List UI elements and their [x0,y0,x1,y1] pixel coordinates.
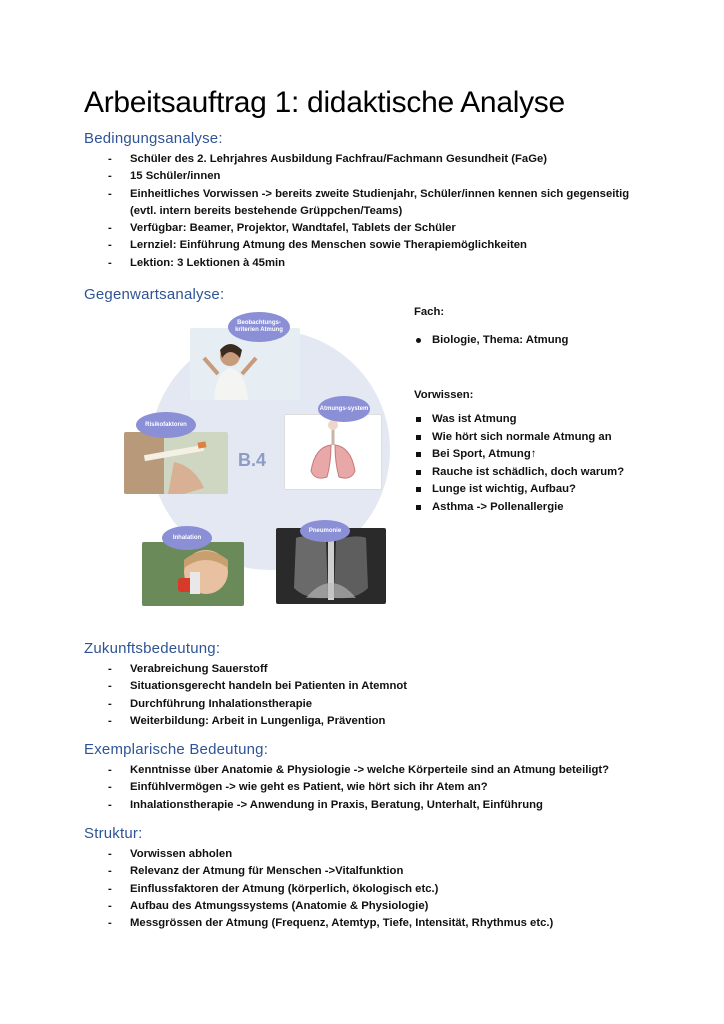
list-item: - Kenntnisse über Anatomie & Physiologie -> welche Körperteile sind an Atmung beteiligt? [108,762,648,779]
list-item: Lunge ist wichtig, Aufbau? [414,481,624,499]
list-item: - Messgrössen der Atmung (Frequenz, Atemtyp, Tiefe, Intensität, Rhythmus etc.) [108,915,648,932]
concept-figure [122,306,392,606]
heading-bedingungsanalyse: Bedingungsanalyse: [84,130,223,147]
fach-section [414,306,568,350]
heading-zukunftsbedeutung: Zukunftsbedeutung: [84,640,221,657]
list-item: - Lernziel: Einführung Atmung des Menschen sowie Therapiemöglichkeiten [108,237,648,254]
list-item: - Vorwissen abholen [108,846,648,863]
list-item: Wie hört sich normale Atmung an [414,429,624,447]
vorwissen-list [414,411,624,516]
inhaler-child-image [142,542,244,606]
list-item: Biologie, Thema: Atmung [414,332,568,350]
list-item: - Relevanz der Atmung für Menschen ->Vitalfunktion [108,863,648,880]
exemplarisch-list [108,762,648,814]
zukunft-list [108,661,648,730]
struktur-list [108,846,648,932]
list-item: - Verfügbar: Beamer, Projektor, Wandtafel, Tablets der Schüler [108,220,648,237]
list-item: - Durchführung Inhalationstherapie [108,696,648,713]
list-item: - Weiterbildung: Arbeit in Lungenliga, Prävention [108,713,648,730]
list-item: - Einflussfaktoren der Atmung (körperlich, ökologisch etc.) [108,881,648,898]
list-item: - Verabreichung Sauerstoff [108,661,648,678]
bubble-pneumonie: Pneumonie [300,520,350,542]
vorwissen-label: Vorwissen: [414,389,474,401]
bubble-atmungssystem: Atmungs-system [318,396,370,422]
list-item: - Inhalationstherapie -> Anwendung in Praxis, Beratung, Unterhalt, Einführung [108,797,648,814]
list-item: - Aufbau des Atmungssystems (Anatomie & Physiologie) [108,898,648,915]
list-item: - Situationsgerecht handeln bei Patienten in Atemnot [108,678,648,695]
heading-exemplarische-bedeutung: Exemplarische Bedeutung: [84,741,269,758]
fach-label: Fach: [414,306,445,318]
bubble-risikofaktoren: Risikofaktoren [136,412,196,438]
page-title: Arbeitsauftrag 1: didaktische Analyse [84,86,565,119]
list-item: - Einheitliches Vorwissen -> bereits zweite Studienjahr, Schüler/innen kennen sich gegenseitig (evtl. intern bereits bestehende Grüppchen/Teams) [108,186,648,221]
bedingung-list [108,151,648,272]
bubble-beobachtung: Beobachtungs-kriterien Atmung [228,312,290,342]
list-item: Bei Sport, Atmung↑ [414,446,624,464]
list-item: Rauche ist schädlich, doch warum? [414,464,624,482]
list-item: Was ist Atmung [414,411,624,429]
vorwissen-section [414,389,624,516]
list-item: - Lektion: 3 Lektionen à 45min [108,255,648,272]
list-item: - Schüler des 2. Lehrjahres Ausbildung Fachfrau/Fachmann Gesundheit (FaGe) [108,151,648,168]
bubble-inhalation: Inhalation [162,526,212,550]
list-item: - Einfühlvermögen -> wie geht es Patient, wie hört sich ihr Atem an? [108,779,648,796]
fach-list [414,332,568,350]
heading-struktur: Struktur: [84,825,143,842]
figure-center-label: B.4 [238,450,267,470]
list-item: Asthma -> Pollenallergie [414,499,624,517]
heading-gegenwartsanalyse: Gegenwartsanalyse: [84,286,225,303]
lungs-diagram-image [284,414,382,490]
list-item: - 15 Schüler/innen [108,168,648,185]
smoking-image [124,432,228,494]
